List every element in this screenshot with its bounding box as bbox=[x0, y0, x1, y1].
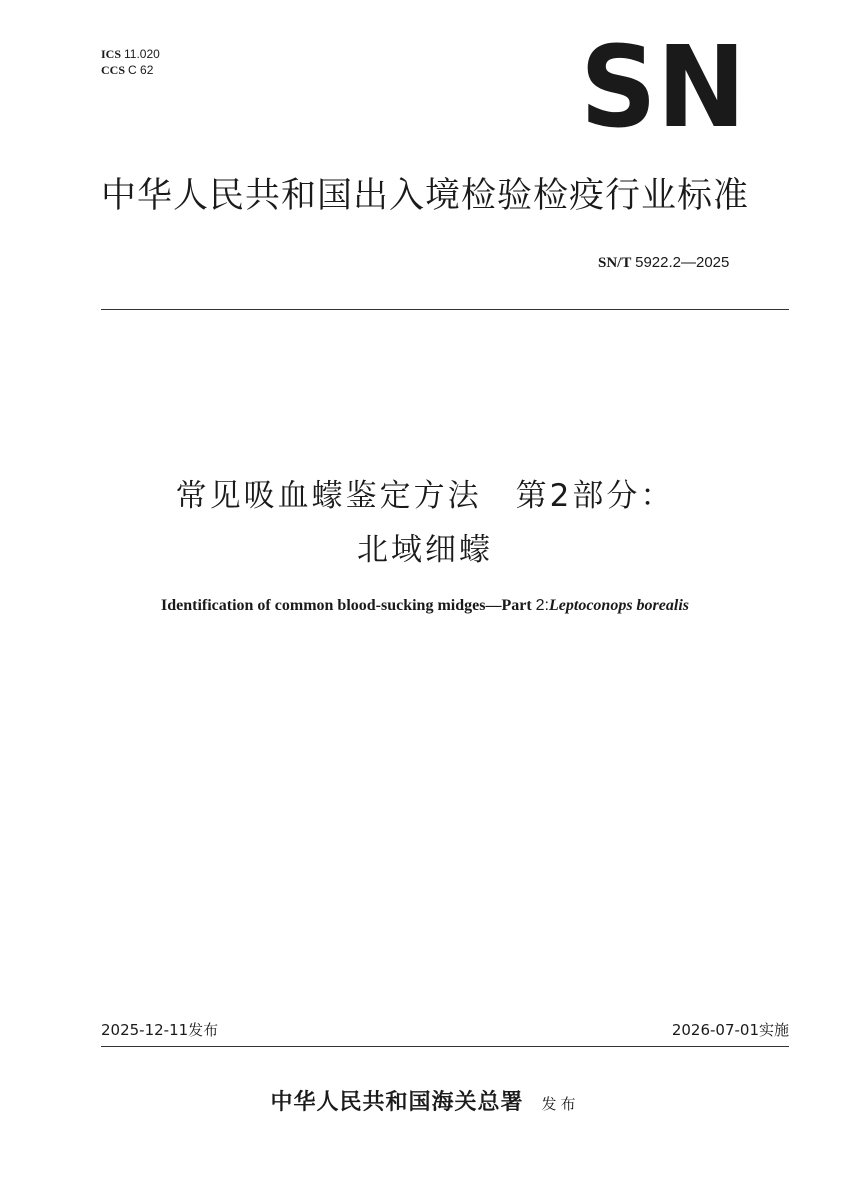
english-title-species: Leptoconops borealis bbox=[549, 597, 689, 614]
ccs-label: CCS bbox=[101, 63, 126, 77]
issue-date: 2025-12-11发布 bbox=[101, 1021, 219, 1039]
classification-codes bbox=[101, 46, 160, 78]
sn-logo-text: SN bbox=[580, 42, 746, 130]
chinese-title-line2: 北域细蠓 bbox=[357, 532, 493, 568]
implementation-date: 2026-07-01实施 bbox=[671, 1021, 789, 1039]
top-divider bbox=[101, 309, 789, 310]
english-title bbox=[0, 597, 850, 615]
ccs-line bbox=[101, 62, 160, 78]
standard-prefix: SN/T bbox=[598, 255, 632, 271]
standard-code: 5922.2—2025 bbox=[635, 254, 730, 271]
sn-logo bbox=[578, 42, 748, 130]
ccs-code: C 62 bbox=[128, 63, 154, 77]
ics-line bbox=[101, 46, 160, 62]
bottom-divider bbox=[101, 1046, 789, 1047]
chinese-title-line1: 常见吸血蠓鉴定方法 第2部分： bbox=[175, 478, 675, 514]
english-title-main: Identification of common blood-sucking midges—Part bbox=[160, 597, 536, 614]
issuer bbox=[0, 1085, 850, 1116]
issuer-action: 发布 bbox=[541, 1095, 580, 1113]
standard-number bbox=[598, 254, 729, 272]
organization-title: 中华人民共和国出入境检验检疫行业标准 bbox=[100, 176, 749, 216]
ics-label: ICS bbox=[101, 47, 122, 61]
english-title-part-number: 2: bbox=[535, 597, 549, 614]
ics-code: 11.020 bbox=[124, 47, 160, 61]
issuer-organization: 中华人民共和国海关总署 bbox=[270, 1089, 524, 1115]
